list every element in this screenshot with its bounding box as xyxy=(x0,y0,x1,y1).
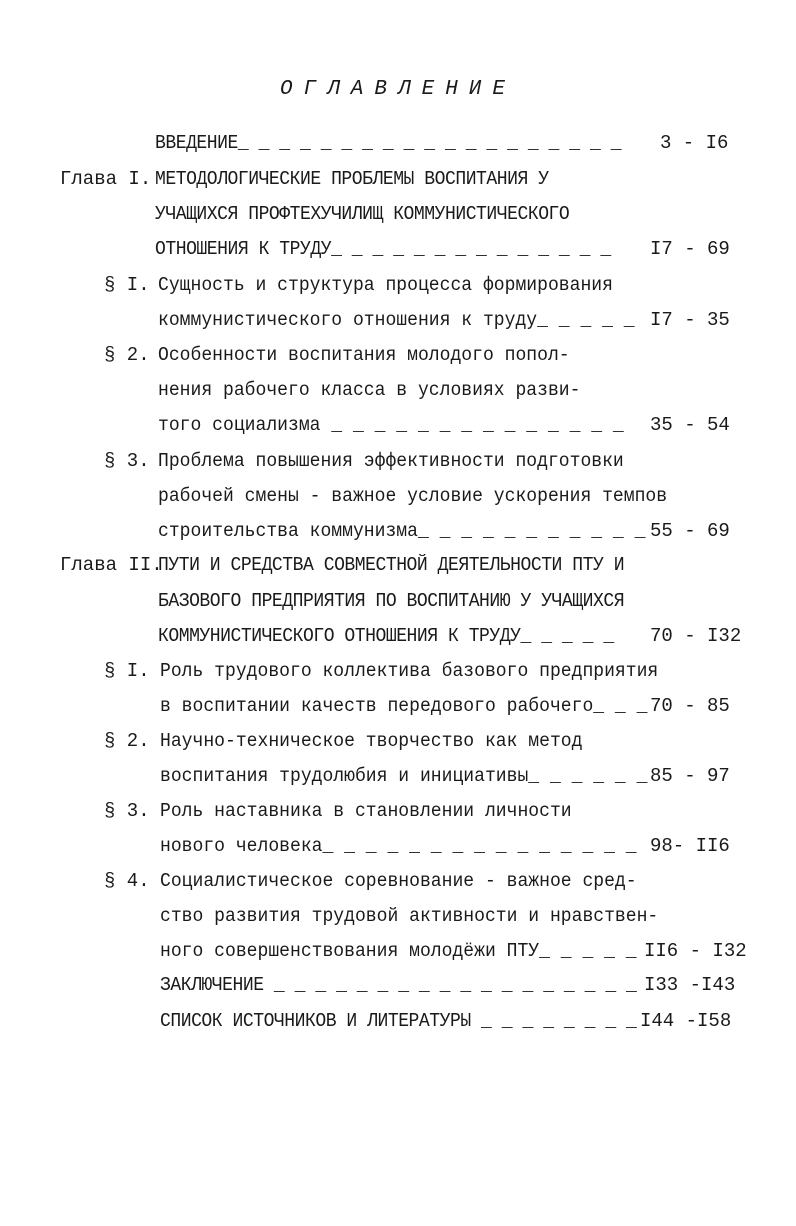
page-title: ОГЛАВЛЕНИЕ xyxy=(279,78,517,101)
section-2-2-label: § 2. xyxy=(104,730,150,752)
section-2-4-line-3: ного совершенствования молодёжи ПТУ_ _ _ _ _ xyxy=(160,940,637,962)
section-2-4-line-1: Социалистическое соревнование - важное сред- xyxy=(160,870,637,892)
chapter-1-label: Глава I. xyxy=(60,168,152,190)
section-1-3-line-2: рабочей смены - важное условие ускорения темпов xyxy=(158,485,668,507)
chapter-2-title-line-2: БАЗОВОГО ПРЕДПРИЯТИЯ ПО ВОСПИТАНИЮ У УЧАЩИХСЯ xyxy=(158,590,625,612)
toc-references-pages: I44 -I58 xyxy=(640,1010,732,1032)
section-1-1-pages: I7 - 35 xyxy=(650,309,730,331)
section-2-1-line-1: Роль трудового коллектива базового предприятия xyxy=(160,660,659,682)
section-1-2-line-1: Особенности воспитания молодого попол- xyxy=(158,344,570,366)
section-2-1-pages: 70 - 85 xyxy=(650,695,730,717)
section-2-1-label: § I. xyxy=(104,660,150,682)
chapter-1-title-line-2: УЧАЩИХСЯ ПРОФТЕХУЧИЛИЩ КОММУНИСТИЧЕСКОГО xyxy=(155,203,570,225)
section-2-2-line-2: воспитания трудолюбия и инициативы_ _ _ _ _ _ xyxy=(160,765,648,787)
section-1-1-label: § I. xyxy=(104,274,150,296)
section-1-3-line-3: строительства коммунизма_ _ _ _ _ _ _ _ _ _ _ xyxy=(158,520,646,542)
section-2-2-pages: 85 - 97 xyxy=(650,765,730,787)
chapter-1-title-line-1: МЕТОДОЛОГИЧЕСКИЕ ПРОБЛЕМЫ ВОСПИТАНИЯ У xyxy=(155,168,549,190)
section-1-2-pages: 35 - 54 xyxy=(650,414,730,436)
section-2-3-line-1: Роль наставника в становлении личности xyxy=(160,800,572,822)
section-1-3-pages: 55 - 69 xyxy=(650,520,730,542)
toc-conclusion-pages: I33 -I43 xyxy=(644,974,736,996)
toc-conclusion: ЗАКЛЮЧЕНИЕ _ _ _ _ _ _ _ _ _ _ _ _ _ _ _ _ _ _ xyxy=(160,974,637,996)
toc-intro-pages: 3 - I6 xyxy=(660,132,729,154)
section-2-3-line-2: нового человека_ _ _ _ _ _ _ _ _ _ _ _ _ _ _ xyxy=(160,835,637,857)
toc-references: СПИСОК ИСТОЧНИКОВ И ЛИТЕРАТУРЫ _ _ _ _ _ _ _ _ xyxy=(160,1010,637,1032)
section-2-3-pages: 98- II6 xyxy=(650,835,730,857)
section-2-1-line-2: в воспитании качеств передового рабочего_ _ _ xyxy=(160,695,648,717)
section-1-2-label: § 2. xyxy=(104,344,150,366)
section-2-3-label: § 3. xyxy=(104,800,150,822)
section-2-4-line-2: ство развития трудовой активности и нравствен- xyxy=(160,905,659,927)
toc-intro: ВВЕДЕНИЕ_ _ _ _ _ _ _ _ _ _ _ _ _ _ _ _ _ _ _ xyxy=(155,132,622,154)
section-2-4-pages: II6 - I32 xyxy=(644,940,747,962)
section-1-3-line-1: Проблема повышения эффективности подготовки xyxy=(158,450,624,472)
section-2-4-label: § 4. xyxy=(104,870,150,892)
section-2-2-line-1: Научно-техническое творчество как метод xyxy=(160,730,583,752)
chapter-2-title-line-1: ПУТИ И СРЕДСТВА СОВМЕСТНОЙ ДЕЯТЕЛЬНОСТИ ПТУ И xyxy=(158,554,625,576)
section-1-2-line-2: нения рабочего класса в условиях разви- xyxy=(158,379,581,401)
chapter-2-label: Глава II. xyxy=(60,554,163,576)
section-1-2-line-3: того социализма _ _ _ _ _ _ _ _ _ _ _ _ _ _ xyxy=(158,414,624,436)
chapter-2-pages: 70 - I32 xyxy=(650,625,742,647)
section-1-3-label: § 3. xyxy=(104,450,150,472)
chapter-1-title-line-3: ОТНОШЕНИЯ К ТРУДУ_ _ _ _ _ _ _ _ _ _ _ _ _ _ xyxy=(155,238,611,260)
chapter-2-title-line-3: КОММУНИСТИЧЕСКОГО ОТНОШЕНИЯ К ТРУДУ_ _ _ _ _ xyxy=(158,625,614,647)
chapter-1-pages: I7 - 69 xyxy=(650,238,730,260)
section-1-1-line-2: коммунистического отношения к труду_ _ _ _ _ xyxy=(158,309,635,331)
section-1-1-line-1: Сущность и структура процесса формирования xyxy=(158,274,613,296)
